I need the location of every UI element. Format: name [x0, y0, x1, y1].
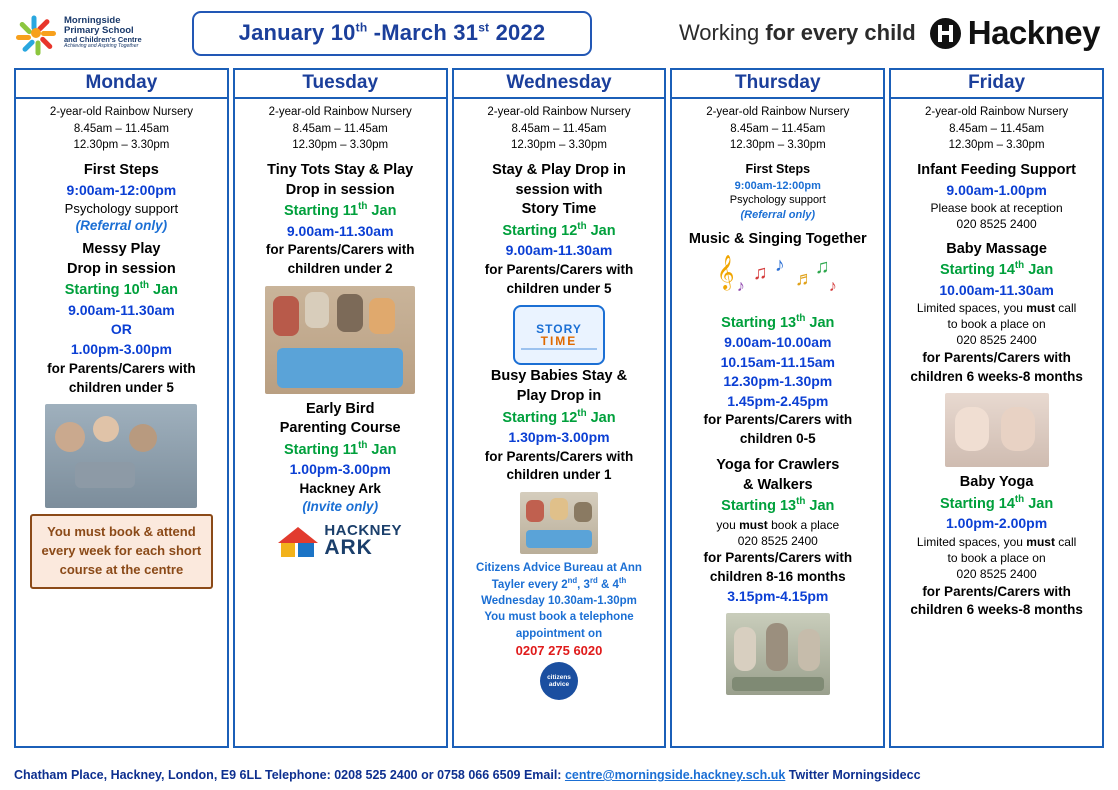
- messy-play-start-sup: th: [139, 280, 149, 292]
- story-badge-line2: TIME: [540, 334, 578, 349]
- hackney-ark-icon: [278, 521, 318, 561]
- baby-massage-title: Baby Massage: [946, 240, 1047, 257]
- early-bird-venue: Hackney Ark: [299, 481, 381, 497]
- yoga-start-sup: th: [796, 496, 806, 508]
- nursery-title: 2-year-old Rainbow Nursery: [487, 106, 631, 118]
- stay-play-start: [460, 220, 659, 241]
- cab-phone[interactable]: 0207 275 6020: [515, 642, 603, 658]
- messy-play-audience: for Parents/Carers with children under 5: [47, 360, 196, 395]
- yoga-crawlers-block: [678, 456, 877, 606]
- early-bird-start-sup: th: [358, 440, 368, 452]
- tiny-tots-start: [241, 200, 440, 221]
- cab-note-sup3: th: [618, 576, 627, 586]
- messy-play-time-1: 9.00am-11.30am: [68, 301, 175, 318]
- messy-play-photo: [45, 404, 197, 508]
- busy-babies-title-2: Play Drop in: [516, 388, 602, 405]
- baby-yoga-limited-note: [897, 534, 1096, 583]
- day-body-monday: [16, 99, 227, 746]
- footer-email-link[interactable]: centre@morningside.hackney.sch.uk: [564, 768, 786, 782]
- booking-note: You must book & attend every week for each short course at the centre: [30, 514, 213, 589]
- ark-label-bottom: ARK: [324, 536, 373, 560]
- school-logo-text: [64, 16, 142, 49]
- baby-massage-start: [897, 259, 1096, 280]
- first-steps-time: 9:00am-12:00pm: [734, 179, 821, 192]
- first-steps-desc: Psychology support: [729, 194, 826, 207]
- tagline-plain: Working: [678, 20, 766, 45]
- nursery-activity-photo: [520, 492, 598, 554]
- day-body-friday: [891, 99, 1102, 746]
- stay-play-start-a: Starting 12: [502, 222, 578, 239]
- busy-babies-title-1: Busy Babies Stay &: [490, 368, 628, 385]
- nursery-title: 2-year-old Rainbow Nursery: [925, 106, 1069, 118]
- music-start-a: Starting 13: [721, 314, 797, 331]
- stay-play-start-sup: th: [577, 220, 587, 232]
- early-bird-invite: (Invite only): [302, 498, 379, 514]
- first-steps-referral: (Referral only): [740, 209, 816, 222]
- yoga-title-1: Yoga for Crawlers: [716, 457, 840, 474]
- messy-play-time-2: 1.00pm-3.00pm: [70, 341, 172, 358]
- cab-note-d: Wednesday 10.30am-1.30pm: [481, 595, 637, 608]
- nursery-am: 8.45am – 11.45am: [730, 122, 826, 135]
- day-column-monday: [14, 68, 229, 748]
- baby-massage-time: 10.00am-11.30am: [939, 281, 1054, 298]
- by-note-must: must: [1026, 534, 1055, 549]
- yoga-start-a: Starting 13: [721, 498, 797, 515]
- day-header-tuesday: Tuesday: [235, 70, 446, 99]
- music-audience: for Parents/Carers with children 0-5: [703, 412, 853, 447]
- early-bird-start-b: Jan: [367, 441, 397, 458]
- early-bird-start: [241, 439, 440, 460]
- music-times: [678, 333, 877, 449]
- nursery-am: 8.45am – 11.45am: [511, 122, 607, 135]
- messy-play-or: OR: [110, 321, 132, 338]
- nursery-pm: 12.30pm – 3.30pm: [948, 139, 1045, 152]
- bm-note-post: call: [1054, 301, 1077, 316]
- title-sup-2: st: [478, 20, 490, 35]
- baby-yoga-start: [897, 493, 1096, 514]
- music-notes-icon: 𝄞 ♫ ♪ ♬ ♫ ♪ ♪: [716, 253, 837, 295]
- footer-address: Chatham Place, Hackney, London, E9 6LL Telephone: 0208 525 2400 or 0758 066 6509 Email:: [14, 768, 565, 782]
- citizens-advice-badge-icon: citizens advice: [540, 662, 578, 700]
- yoga-note-post: book a place: [767, 517, 840, 532]
- by-note-post: call: [1054, 534, 1077, 549]
- school-name-line3: and Children's Centre: [64, 35, 142, 45]
- tiny-tots-start-sup: th: [358, 201, 368, 213]
- bm-start-sup: th: [1014, 260, 1025, 272]
- day-header-wednesday: Wednesday: [454, 70, 665, 99]
- school-name-line2: Primary School: [64, 25, 134, 37]
- tiny-tots-start-a: Starting 11: [283, 202, 359, 219]
- baby-yoga-photo: [726, 613, 830, 695]
- first-steps-title: First Steps: [745, 162, 811, 177]
- baby-massage-block: [897, 240, 1096, 387]
- music-time-3: 12.30pm-1.30pm: [723, 373, 833, 390]
- by-note-line2: to book a place on: [947, 551, 1046, 566]
- nursery-am: 8.45am – 11.45am: [73, 122, 169, 135]
- council-branding: [592, 14, 1104, 52]
- tiny-tots-start-b: Jan: [367, 202, 397, 219]
- infant-feeding-phone[interactable]: 020 8525 2400: [956, 217, 1037, 232]
- date-range-title-box: [192, 11, 592, 56]
- title-start: January 10: [238, 19, 356, 45]
- yoga-title-2: & Walkers: [743, 476, 813, 493]
- footer-contact: [14, 768, 1104, 782]
- music-time-4: 1.45pm-2.45pm: [727, 392, 829, 409]
- yoga-note-must: must: [739, 517, 768, 532]
- messy-play-start: [22, 279, 221, 300]
- school-logo: [14, 11, 184, 55]
- infant-feeding-block: [897, 161, 1096, 233]
- children-playing-floor-photo: [265, 286, 415, 394]
- story-badge-line1: STORY: [536, 321, 582, 336]
- nursery-block: [678, 104, 877, 154]
- busy-babies-start: [460, 407, 659, 428]
- tiny-tots-time: 9.00am-11.30am: [286, 222, 394, 239]
- day-column-friday: [889, 68, 1104, 748]
- baby-yoga-title: Baby Yoga: [959, 474, 1034, 491]
- baby-yoga-time: 1.00pm-2.00pm: [946, 515, 1048, 532]
- cab-note-c: & 4: [597, 579, 619, 592]
- nursery-title: 2-year-old Rainbow Nursery: [706, 106, 850, 118]
- hackney-ark-logo: [268, 521, 412, 561]
- busy-babies-start-a: Starting 12: [502, 409, 578, 426]
- council-tagline: [679, 20, 916, 46]
- infant-feeding-note: Please book at reception: [930, 201, 1063, 216]
- day-header-monday: Monday: [16, 70, 227, 99]
- stay-play-title-1: Stay & Play Drop in: [492, 162, 626, 179]
- nursery-block: [241, 104, 440, 154]
- first-steps-desc: Psychology support: [64, 201, 179, 217]
- day-body-wednesday: [454, 99, 665, 746]
- yoga-time: 3.15pm-4.15pm: [727, 587, 829, 604]
- citizens-advice-note: [460, 560, 659, 659]
- day-header-thursday: Thursday: [672, 70, 883, 99]
- stay-play-time: 9.00am-11.30am: [505, 242, 613, 259]
- nursery-block: [460, 104, 659, 154]
- tiny-tots-subtitle: Drop in session: [285, 181, 395, 198]
- messy-play-block: [22, 240, 221, 397]
- first-steps-block: [22, 161, 221, 233]
- music-start-b: Jan: [805, 314, 835, 331]
- early-bird-block: [241, 400, 440, 514]
- cab-note-sup2: rd: [589, 576, 598, 586]
- stay-play-story-block: [460, 161, 659, 298]
- nursery-pm: 12.30pm – 3.30pm: [73, 139, 170, 152]
- hackney-h-roundel-icon: [930, 18, 961, 49]
- day-column-thursday: [670, 68, 885, 748]
- music-start-sup: th: [796, 312, 806, 324]
- busy-babies-audience: for Parents/Carers with children under 1: [484, 448, 634, 483]
- bm-start-b: Jan: [1024, 261, 1054, 278]
- by-phone[interactable]: 020 8525 2400: [956, 567, 1037, 582]
- title-end: 2022: [489, 19, 546, 45]
- nursery-pm: 12.30pm – 3.30pm: [511, 139, 607, 152]
- by-start-a: Starting 14: [939, 495, 1015, 512]
- music-singing-title: Music & Singing Together: [688, 231, 867, 248]
- nursery-block: [897, 104, 1096, 154]
- yoga-start: [678, 495, 877, 516]
- day-column-tuesday: [233, 68, 448, 748]
- messy-play-subtitle: Drop in session: [67, 260, 176, 277]
- day-body-thursday: [672, 99, 883, 746]
- footer-twitter: Twitter Morningsidecc: [785, 768, 921, 782]
- first-steps-time: 9:00am-12:00pm: [66, 181, 177, 198]
- yoga-audience: for Parents/Carers with children 8-16 months: [703, 550, 853, 584]
- baby-yoga-block: [897, 473, 1096, 620]
- title-sup-1: th: [355, 20, 368, 35]
- by-start-sup: th: [1014, 494, 1025, 505]
- messy-play-start-b: Jan: [149, 282, 179, 299]
- baby-feet-photo: [945, 393, 1049, 467]
- busy-babies-block: [460, 367, 659, 485]
- baby-yoga-audience: for Parents/Carers with children 6 weeks-8 months: [910, 583, 1083, 618]
- cab-note-b: , 3: [577, 579, 590, 592]
- nursery-pm: 12.30pm – 3.30pm: [292, 139, 389, 152]
- hackney-logo: [930, 14, 1100, 52]
- infant-feeding-title: Infant Feeding Support: [917, 162, 1076, 179]
- yoga-book-note: [678, 517, 877, 549]
- bm-note-must: must: [1026, 301, 1055, 316]
- infant-feeding-time: 9.00am-1.00pm: [946, 181, 1047, 198]
- nursery-title: 2-year-old Rainbow Nursery: [49, 106, 193, 118]
- by-note-pre: Limited spaces, you: [916, 534, 1027, 549]
- bm-note-line2: to book a place on: [947, 317, 1046, 332]
- music-time-2: 10.15am-11.15am: [720, 353, 835, 370]
- nursery-block: [22, 104, 221, 154]
- stay-play-audience: for Parents/Carers with children under 5: [484, 261, 634, 296]
- first-steps-title: First Steps: [83, 162, 159, 179]
- early-bird-subtitle: Parenting Course: [279, 420, 401, 437]
- baby-massage-audience: for Parents/Carers with children 6 weeks-8 months: [910, 349, 1083, 384]
- school-name-line1: Morningside: [64, 15, 121, 27]
- nursery-pm: 12.30pm – 3.30pm: [729, 139, 826, 152]
- tagline-bold: for every child: [765, 20, 916, 45]
- yoga-start-b: Jan: [805, 498, 835, 515]
- page-title: [198, 20, 586, 46]
- day-body-tuesday: [235, 99, 446, 746]
- title-middle: -March 31: [367, 19, 479, 45]
- bm-phone[interactable]: 020 8525 2400: [956, 333, 1037, 348]
- baby-massage-limited-note: [897, 300, 1096, 349]
- tiny-tots-block: [241, 161, 440, 279]
- early-bird-start-a: Starting 11: [283, 441, 359, 458]
- early-bird-title: Early Bird: [305, 400, 375, 417]
- messy-play-title: Messy Play: [82, 241, 161, 258]
- first-steps-block: [678, 161, 877, 223]
- school-motto: Achieving and Aspiring Together: [64, 43, 139, 50]
- early-bird-time: 1.00pm-3.00pm: [289, 461, 391, 478]
- day-column-wednesday: [452, 68, 667, 748]
- cab-note-a: Citizens Advice Bureau at Ann Tayler every 2: [476, 562, 642, 592]
- weekly-timetable-grid: [14, 68, 1104, 748]
- sun-burst-logo-icon: [14, 11, 58, 55]
- stay-play-title-2: session with: [515, 181, 603, 198]
- busy-babies-start-sup: th: [577, 407, 587, 419]
- busy-babies-time: 1.30pm-3.00pm: [508, 428, 610, 445]
- nursery-am: 8.45am – 11.45am: [292, 122, 388, 135]
- tiny-tots-audience: for Parents/Carers with children under 2: [265, 242, 415, 277]
- yoga-note-pre: you: [716, 517, 740, 532]
- nursery-title: 2-year-old Rainbow Nursery: [268, 106, 412, 118]
- stay-play-title-3: Story Time: [521, 201, 597, 218]
- cab-note-sup1: nd: [567, 576, 578, 586]
- day-header-friday: Friday: [891, 70, 1102, 99]
- tiny-tots-title: Tiny Tots Stay & Play: [267, 162, 414, 179]
- by-start-b: Jan: [1024, 495, 1054, 512]
- story-time-badge-icon: [513, 305, 605, 365]
- first-steps-referral: (Referral only): [75, 218, 168, 234]
- bm-start-a: Starting 14: [939, 261, 1015, 278]
- ark-label-top: HACKNEY: [324, 522, 403, 540]
- stay-play-start-b: Jan: [586, 222, 616, 239]
- music-start: [678, 312, 877, 333]
- hackney-ark-wordmark: [324, 522, 403, 560]
- music-time-1: 9.00am-10.00am: [724, 334, 832, 350]
- busy-babies-start-b: Jan: [586, 409, 616, 426]
- hackney-wordmark: Hackney: [967, 14, 1100, 51]
- nursery-am: 8.45am – 11.45am: [949, 122, 1045, 135]
- bm-note-pre: Limited spaces, you: [916, 301, 1027, 316]
- page-header: [0, 0, 1118, 62]
- yoga-phone[interactable]: 020 8525 2400: [737, 533, 818, 548]
- messy-play-start-a: Starting 10: [64, 282, 140, 299]
- cab-note-booking: You must book a telephone appointment on: [484, 611, 634, 640]
